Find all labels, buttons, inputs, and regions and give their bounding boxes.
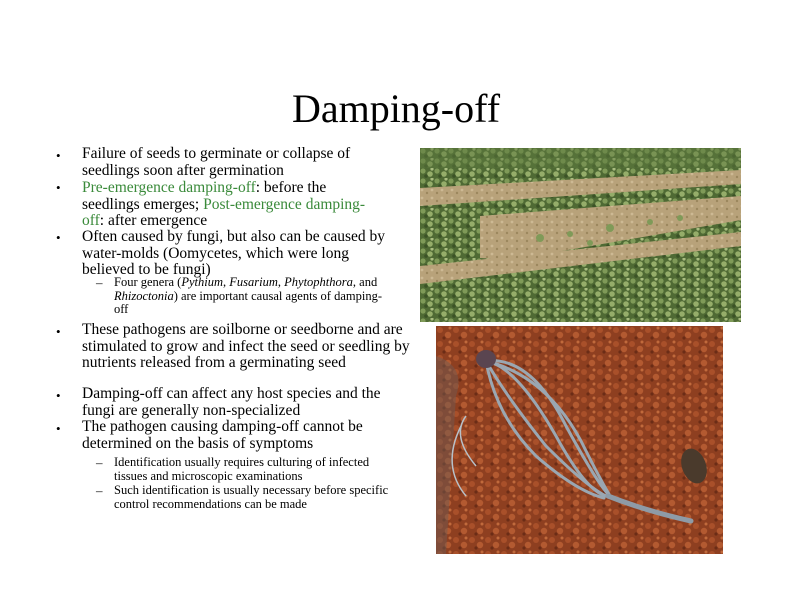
dash-marker: – [96,483,103,498]
bullet-marker: • [56,180,61,195]
dash-marker: – [96,275,103,290]
genus-phytophthora: Phytophthora [284,275,353,289]
slide-title: Damping-off [291,86,501,131]
seedbed-field-photo [420,148,741,322]
post-emergence-desc: : after emergence [99,212,208,229]
pre-emergence-desc: : before the seedlings emerges; [82,179,327,213]
genera-suffix: ) are important causal agents of damping-off [114,288,382,316]
genus-rhizoctonia: Rhizoctonia [114,288,174,303]
bullet-soilborne: These pathogens are soilborne or seedborne and are stimulated to grow and infect the seed or seedling by nutrients released from a germinating seed [82,321,410,371]
dash-marker: – [96,455,103,470]
sub-bullet-genera [114,276,384,317]
bullet-marker: • [56,388,61,403]
sub-bullet-identification: Identification usually requires culturing of infected tissues and microscopic examinations [114,455,370,483]
bullet-marker: • [56,324,61,339]
genera-sep: , [277,275,285,289]
sub-bullet-control: Such identification is usually necessary before specific control recommendations can be made [114,483,389,511]
bullet-host-species: Damping-off can affect any host species and the fungi are generally non-specialized [82,385,381,419]
genera-and: , and [352,275,378,289]
bullet-marker: • [56,421,61,436]
damped-seedling-photo [436,326,723,554]
post-emergence-term: Post-emergence damping-off [82,195,366,229]
genus-pythium: Pythium [181,275,224,289]
genera-prefix: Four genera ( [114,275,182,289]
bullet-caused-by: Often caused by fungi, but also can be caused by water-molds (Oomycetes, which were long believed to be fungi) [82,228,386,278]
bullet-marker: • [56,230,61,245]
bullet-marker: • [56,148,61,163]
bullet-failure: Failure of seeds to germinate or collapse of seedlings soon after germination [82,145,351,179]
bullet-pathogen-symptoms: The pathogen causing damping-off cannot be determined on the basis of symptoms [82,418,363,452]
pre-emergence-term: Pre-emergence damping-off [82,179,256,196]
genus-fusarium: Fusarium [229,275,278,289]
genera-sep: , [223,275,230,289]
bullet-emergence [82,180,382,230]
